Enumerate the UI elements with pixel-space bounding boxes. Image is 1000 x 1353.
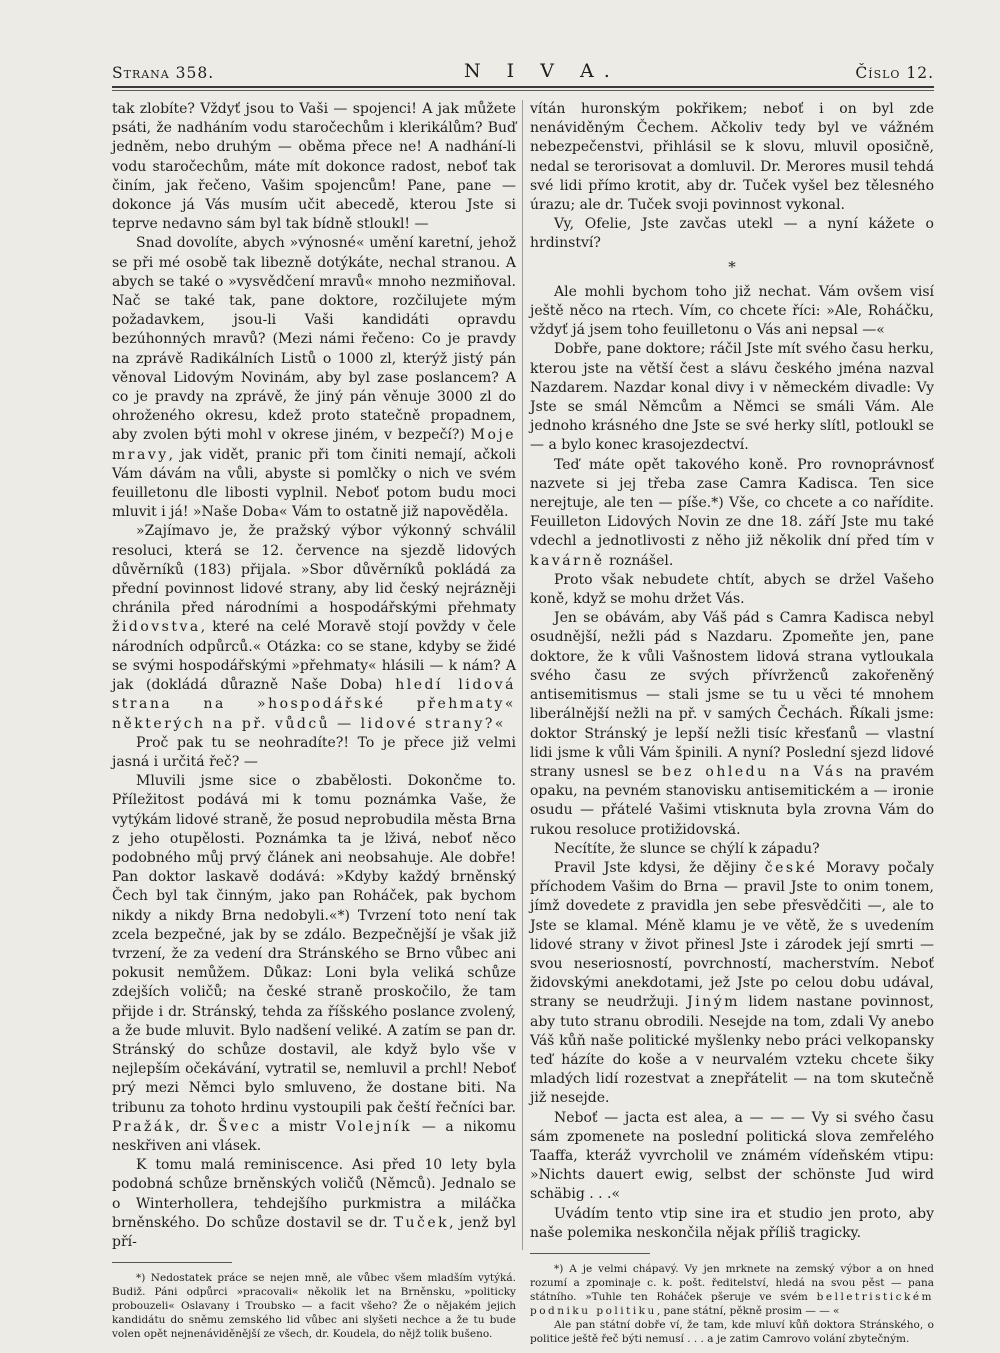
text-run: Jen se obávám, aby Váš pád s Camra Kadisca nebyl osudnější, nežli pád s Nazdaru. Zpomeňte jen, pane doktore, že k vůli Vašnostem lidová strana vytloukala svého času ze svých přívrženců zakořeněný antisemitismus — stali jsme se tu u věci té mnohem liberálnější nežli na př. v samých Čechách. Říkali jsme: doktor Stránský je lepší nežli tisíc křesťanů — vlastní lidi jsme k vůli Vám špinili. A nyní? Poslední sjezd lidové strany usnesl se: [530, 610, 934, 780]
paragraph: Uvádím tento vtip sine ira et studio jen proto, aby naše polemika neskončila nějak příliš tragicky.: [530, 1205, 934, 1241]
text-run: — a nikomu neskřiven ani vlásek.: [112, 1118, 517, 1154]
paragraph: Vy, Ofelie, Jste zavčas utekl — a nyní kážete o hrdinství?: [530, 216, 934, 252]
text-run: a mistr: [271, 1118, 327, 1135]
left-column: [112, 100, 516, 1341]
journal-title: N I V A.: [464, 60, 620, 82]
footnote: *) Nedostatek práce se nejen mně, ale vůbec všem mladším vytýká. Budiž. Páni odpůrci »pracovali« několik let na Brněnsku, »politicky probouzeli« Oslavany i Troubsko — a facit všeho? Že o nějakém jejich kandidátu do sněmu zemského lid vůbec ani slyšeti nechce a že tu bude volen opět nejnenáviděnější ze všech, dr. Koudela, do nějž tolik bušeno.: [112, 1272, 516, 1341]
paragraph: vítán huronským pokřikem; neboť i on byl zde nenáviděným Čechem. Ačkoliv tedy byl ve vážném nebezpečenstvi, přihlásil se k slovu, mluvil oposičně, nedal se terorisovat a domluvil. Dr. Merores musil tehdá své lidi přímo krotit, aby dr. Tuček vyšel bez tělesného úrazu; ale dr. Tuček svoji povinnost vykonal.: [530, 101, 934, 214]
emphasis: Volejník: [335, 1118, 413, 1135]
emphasis: Švec: [217, 1118, 262, 1135]
emphasis: židovstva: [112, 619, 201, 636]
emphasis: belletristickém podniku politiku: [530, 1290, 934, 1317]
text-run: *) A je velmi chápavý. Vy jen mrknete na zemský výbor a on hned rozumí a zpominaje c. k. pošt. ředitelství, hledá na svou pěst — pana státního. »Tuhle ten Roháček pšeruje ve svém: [530, 1262, 934, 1303]
paragraph: [112, 522, 516, 733]
emphasis: Moje mravy: [112, 427, 516, 463]
page-header: [112, 58, 934, 92]
emphasis: Pražák: [112, 1118, 176, 1135]
text-run: K tomu malá reminiscence. Asi před 10 lety byla podobná schůze brněnských voličů (Němců). Jednalo se o Winterhollera, tehdejšího purkmistra a miláčka brněnského. Do schůze dostavil se dr.: [112, 1157, 516, 1231]
paragraph: Dobře, pane doktore; ráčil Jste mít svého času herku, kterou jste na větší čest a slávu českého jména nazval Nazdarem. Nazdar konal divy i v německém divadle: Vy Jste se smál Němcům a Němci se smáli Vám. Ale jednoho krásného dne Jste se své herky slítl, potloukl se — a bylo konec krasojezdectví.: [530, 341, 934, 454]
text-run: Pravil Jste kdysi, že dějiny: [554, 859, 757, 876]
emphasis: české: [764, 859, 818, 876]
header-rule: [112, 86, 934, 88]
page-number: Strana 358.: [112, 64, 215, 82]
paragraph: [112, 772, 516, 1156]
emphasis: hledí lidová strana na »hospodářské přehmaty« některých na př. vůdců — lidové strany?«: [112, 677, 516, 732]
text-run: Teď máte opět takového koně. Pro rovnoprávnosť nazvete si jej třeba zase Camra Kadisca. Ten sice nerejtuje, ale ten — píše.*) Vše, co chcete a co nařídite. Feuilleton Lidových Novin ze dne 18. září Jste mu také vdechl a jednotlivosti z něho již několik dní před tím v: [530, 456, 934, 550]
right-column: [530, 100, 934, 1346]
paragraph: [530, 859, 934, 1109]
paragraph: Proto však nebudete chtít, abych se držel Vašeho koně, když se mohu držet Vás.: [530, 571, 934, 608]
paragraph: Necítíte, že slunce se chýlí k západu?: [554, 840, 820, 857]
footnote: Ale pan státní dobře ví, že tam, kde mluví kůň doktora Stránského, o politice ještě řeč býti nemusí . . . a je zatim Camrovo volání zbytečným.: [530, 1318, 934, 1345]
paragraph: Neboť — jacta est alea, a — — — Vy si svého času sám zpomenete na poslední politická slova zemřelého Taaffa, kteráž vyvrcholil ve známém vídeňském vtipu: »Nichts dauert ewig, selbst der schönste Jud wird schäbig . . .«: [530, 1109, 934, 1203]
paragraph: tak zlobíte? Vždyť jsou to Vaši — spojenci! A jak můžete psáti, že nadháním vodu staročechům i klerikálům? Buď jedněm, nebo druhým — oběma přece ne! A nadhání-li vodu staročechům, máte mít dokonce radost, neboť tak činím, jak řečeno, Vašim spojencům! Pane, pane — dokonce já Vás musím učit abecedě, kterou Jste si teprve nedavno sám byl tak bídně stloukl! —: [112, 101, 516, 233]
text-run: roznášel.: [609, 552, 674, 569]
text-run: , jenž byl pří-: [112, 1214, 517, 1250]
paragraph: [112, 234, 516, 522]
text-run: Snad dovolíte, abych »výnosné« umění karetní, jehož se při mé osobě tak libezně dotýkáte, nechal stranou. A abych se také o »vysvědčení mravů« mnoho nezmiňoval. Nač se také tak, pane doktore, rozčilujete mým požadavkem, jsou-li Vaši kandidáti opravdu bezúhonných mravů? (Mezi námi řečeno: Co je pravdy na zprávě Radikálních Listů o 1000 zl, kterýž jistý pán věnoval Lidovým Novinám, aby byl zase poslancem? A co je pravdy na zprávě, že jiný pán věnuje 3000 zl do ohroženého okresu, kdež proto statečně propadnem, aby zvolen býti mohl v okrese jiném, v bezpečí?): [112, 235, 516, 444]
column-divider: [522, 100, 523, 1250]
paragraph: [530, 609, 934, 839]
text-run: , jak vidět, pranic při tom činiti nemají, ačkoli Vám dávám na vůli, abyste si pomlčky o nich ve svém feuilletonu dle libosti vyplnil. Neboť potom budu moci mluvit i já! »Naše Doba« Vám to ostatně již napověděla.: [112, 446, 516, 521]
text-run: Moravy počaly příchodem Vašim do Brna — pravil Jste to onim tonem, jímž dovedete z pravidla jen sebe přesvědčiti —, ale to Jste se klamal. Méně klamu je ve větě, že s uvedením lidové strany v život přinesl Jste i zárodek její smrti — svou neseriosností, povrchností, macherstvím. Neboť židovskými anekdotami, jež Jste po celou dobu udával, strany se neudržuji.: [530, 859, 935, 1011]
footnote: [530, 1262, 934, 1318]
emphasis: bez ohledu na Vás: [661, 763, 846, 780]
issue-number: Číslo 12.: [855, 64, 934, 82]
emphasis: Jiným: [687, 994, 740, 1011]
text-run: , které na celé Moravě stojí povždy v čele národních odpůrců.« Otázka: co se stane, kdyby se židé se svými hospodářskými »přehmaty« hlásili — k nám? A jak (dokládá důrazně Naše Doba): [112, 619, 516, 694]
paragraph: Proč pak tu se neohradíte?! To je přece již velmi jasná i určitá řeč? —: [112, 734, 516, 770]
paragraph: [112, 1156, 516, 1252]
emphasis: Tuček: [393, 1214, 450, 1231]
emphasis: kavárně: [530, 552, 605, 569]
footnote-rule: [112, 1262, 232, 1263]
paragraph: Ale mohli bychom toho již nechat. Vám ovšem visí ještě něco na rtech. Vím, co chcete říci: »Ale, Roháčku, vždyť já jsem toho feuilletonu o Vás ani nepsal —«: [530, 283, 934, 339]
text-run: lidem nastane povinnost, aby tuto stranu obrodili. Nesejde na tom, zdali Vy anebo Váš kůň naše politické myšlenky nebo práci velkopansky teď házíte do koše a v neurvalém vzteku chcete šiky mladých lidí rozestvat a znepřátelit — na tom skutečně již nesejde.: [530, 994, 934, 1107]
section-separator: *: [728, 257, 736, 276]
text-run: »Zajímavo je, že pražský výbor výkonný schválil resoluci, která se 12. července na sjezdě lidových důvěrníků (183) přijala. »Sbor důvěrníků pokládá za přední povinnost lidové strany, aby lid český nejrázněji chránila před národními a hospodářskými přehmaty: [112, 523, 516, 617]
header-rule-thin: [112, 90, 934, 91]
text-run: , dr.: [175, 1118, 209, 1135]
text-run: , pane státní, pěkně prosim — — «: [656, 1304, 840, 1317]
paragraph: [530, 456, 934, 571]
text-run: na pravém opaku, na pevném stanovisku antisemitickém a — ironie osudu — přátelé Vašimi vtisknuta byla zrovna Vám do rukou resoluce protižidovská.: [530, 763, 934, 838]
text-run: Mluvili jsme sice o zbabělosti. Dokončme to. Příležitost podává mi k tomu poznámka Vaše, že vytýkám lidové straně, že posud neprobudila města Brna z jeho otupělosti. Poznámka ta je lživá, neboť něco podobného můj prvý článek ani neobsahuje. Ale dobře! Pan doktor laskavě dodává: »Kdyby každý brněnský Čech byl tak činným, jako pan Roháček, pak bychom nikdy a nikdy Brna nedobyli.«*) Tvrzení toto není tak zcela bezpečné, jak by se zdálo. Bezpečnější je však již tvrzení, že za vedení dra Stránského se Brno vůbec ani pokusit nemůžem. Důkaz: Loni byla veliká schůze zdejších voličů; na české straně proskočilo, že tam přijde i dr. Stránský, tehda za říšského poslance zvolený, a že bude mluvit. Bylo nadšení veliké. A zatím se pan dr. Stránský do schůze dostavil, ale když bylo vše v nejlepším očekávání, vytratil se, nemluvil a prchl! Neboť prý mezi Němci bylo smluveno, že dostane biti. Na tribunu za tohoto hrdinu vystoupili pak čeští řečníci bar.: [112, 773, 516, 1116]
footnote-rule: [530, 1253, 650, 1254]
